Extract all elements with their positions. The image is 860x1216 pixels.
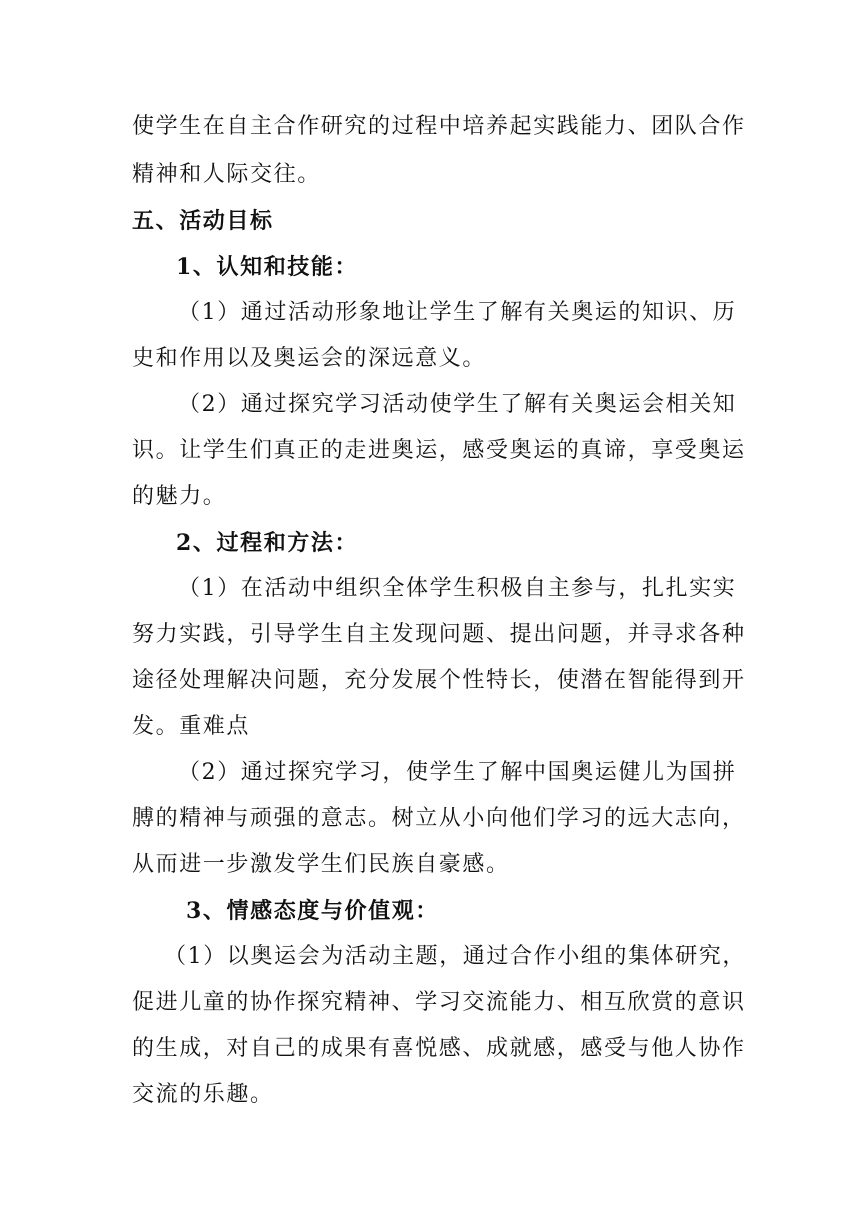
goal-1-item-1-line-1: （1）通过活动形象地让学生了解有关奥运的知识、历 — [178, 300, 737, 325]
goal-2-item-2-line-2: 膊的精神与顽强的意志。树立从小向他们学习的远大志向， — [132, 806, 746, 831]
goal-2-item-1-line-2: 努力实践，引导学生自主发现问题、提出问题，并寻求各种 — [132, 622, 746, 647]
goal-2-item-1-line-3: 途径处理解决问题，充分发展个性特长，使潜在智能得到开 — [132, 668, 746, 693]
goal-3-title: 3、情感态度与价值观： — [186, 898, 439, 924]
goal-1-title: 1、认知和技能： — [176, 254, 359, 280]
intro-line-2: 精神和人际交往。 — [132, 162, 321, 187]
goal-2-item-2-line-1: （2）通过探究学习，使学生了解中国奥运健儿为国拼 — [178, 760, 737, 785]
goal-3-item-1-line-4: 交流的乐趣。 — [132, 1082, 274, 1107]
goal-2-title: 2、过程和方法： — [176, 530, 359, 556]
goal-3-item-1-line-3: 的生成，对自己的成果有喜悦感、成就感，感受与他人协作 — [132, 1036, 746, 1061]
intro-line-1: 使学生在自主合作研究的过程中培养起实践能力、团队合作 — [132, 114, 746, 139]
goal-3-item-1-line-1: （1）以奥运会为活动主题，通过合作小组的集体研究， — [164, 944, 746, 969]
goal-2-item-2-line-3: 从而进一步激发学生们民族自豪感。 — [132, 852, 510, 877]
section-5-title: 五、活动目标 — [132, 208, 274, 234]
goal-2-item-1-line-4: 发。重难点 — [132, 714, 251, 739]
goal-1-item-2-line-2: 识。让学生们真正的走进奥运，感受奥运的真谛，享受奥运 — [132, 438, 746, 463]
goal-1-item-2-line-1: （2）通过探究学习活动使学生了解有关奥运会相关知 — [178, 392, 737, 417]
goal-1-item-1-line-2: 史和作用以及奥运会的深远意义。 — [132, 346, 487, 371]
goal-3-item-1-line-2: 促进儿童的协作探究精神、学习交流能力、相互欣赏的意识 — [132, 990, 746, 1015]
goal-1-item-2-line-3: 的魅力。 — [132, 484, 227, 509]
goal-2-item-1-line-1: （1）在活动中组织全体学生积极自主参与，扎扎实实 — [178, 576, 737, 601]
